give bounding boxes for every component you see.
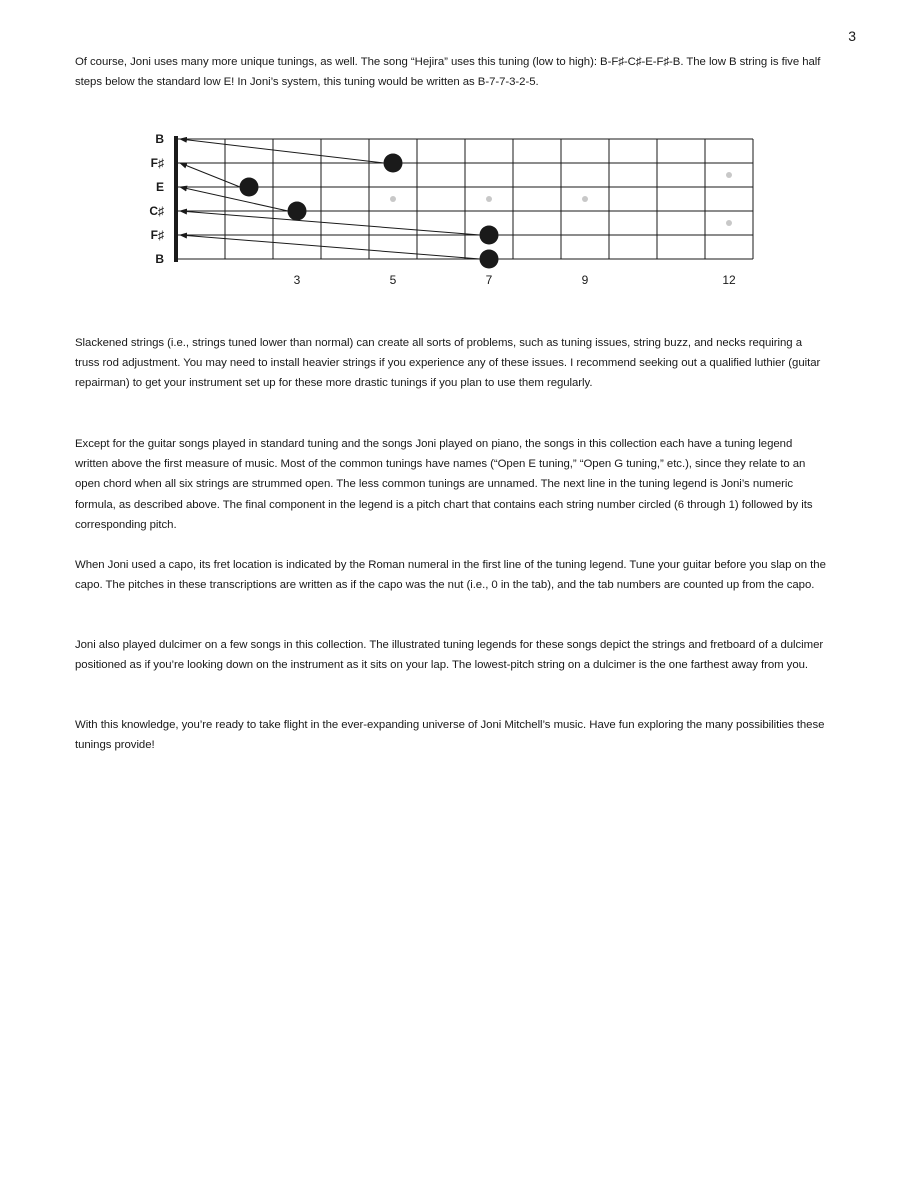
- fret-number: 12: [722, 273, 736, 287]
- string-label: F♯: [150, 156, 164, 170]
- fret-inlay: [726, 172, 732, 178]
- fret-inlay: [486, 196, 492, 202]
- string-label: C♯: [149, 204, 164, 218]
- tuning-arrow: [180, 187, 288, 211]
- fret-dot: [480, 250, 499, 269]
- fret-dot: [240, 178, 259, 197]
- paragraph-slackened-strings: Slackened strings (i.e., strings tuned lower than normal) can create all sorts of problems, such as tuning issues, string buzz, and necks requiring a truss rod adjustment. You may need to install heavier strings if you experience any of these issues. I recommend seeking out a qualified luthier (guitar repairman) to get your instrument set up for these more drastic tunings if you plan to use them regularly.: [75, 337, 821, 390]
- string-label: B: [155, 252, 164, 266]
- tuning-arrow: [180, 163, 240, 187]
- fret-number: 3: [293, 273, 301, 287]
- paragraph-tuning-legend: Except for the guitar songs played in standard tuning and the songs Joni played on piano, the songs in this collection each have a tuning legend written above the first measure of music. Most of the common tunings have names (“Open E tuning,” “Open G tuning,” etc.), since they relate to an open chord when all six strings are strummed open. The less common tunings are unnamed. The next line in the tuning legend is Joni’s numeric formula, as described above. The final component in the legend is a pitch chart that contains each string number circled (6 through 1) followed by its corresponding pitch.: [75, 438, 813, 531]
- fretboard-diagram: [140, 128, 760, 294]
- fret-inlay: [390, 196, 396, 202]
- paragraph-hejira-tuning: Of course, Joni uses many more unique tunings, as well. The song “Hejira” uses this tuning (low to high): B-F♯-C♯-E-F♯-B. The low B string is five half steps below the standard low E! In Joni’s system, this tuning would be written as B-7-7-3-2-5.: [75, 56, 821, 89]
- paragraph-dulcimer: Joni also played dulcimer on a few songs in this collection. The illustrated tuning legends for these songs depict the strings and fretboard of a dulcimer positioned as if you’re looking down on the instrument as it sits on your lap. The lowest-pitch string on a dulcimer is the one farthest away from you.: [75, 639, 824, 672]
- fret-number: 5: [389, 273, 397, 287]
- fret-dot: [384, 154, 403, 173]
- paragraph-capo: When Joni used a capo, its fret location is indicated by the Roman numeral in the first line of the tuning legend. Tune your guitar before you slap on the capo. The pitches in these transcriptions are written as if the capo was the nut (i.e., 0 in the tab), and the tab numbers are counted up from the capo.: [75, 559, 826, 592]
- nut: [174, 136, 178, 262]
- fret-dot: [288, 202, 307, 221]
- fret-number: 9: [581, 273, 589, 287]
- string-label: E: [155, 180, 164, 194]
- fret-inlay: [726, 220, 732, 226]
- paragraph-closing: With this knowledge, you’re ready to take flight in the ever-expanding universe of Joni Mitchell’s music. Have fun exploring the many possibilities these tunings provide!: [75, 719, 825, 752]
- string-label: F♯: [150, 228, 164, 242]
- fret-inlay: [582, 196, 588, 202]
- fret-dot: [480, 226, 499, 245]
- tuning-arrow: [180, 139, 384, 163]
- fret-number: 7: [485, 273, 493, 287]
- string-label: B: [155, 132, 164, 146]
- page-number: 3: [848, 28, 856, 44]
